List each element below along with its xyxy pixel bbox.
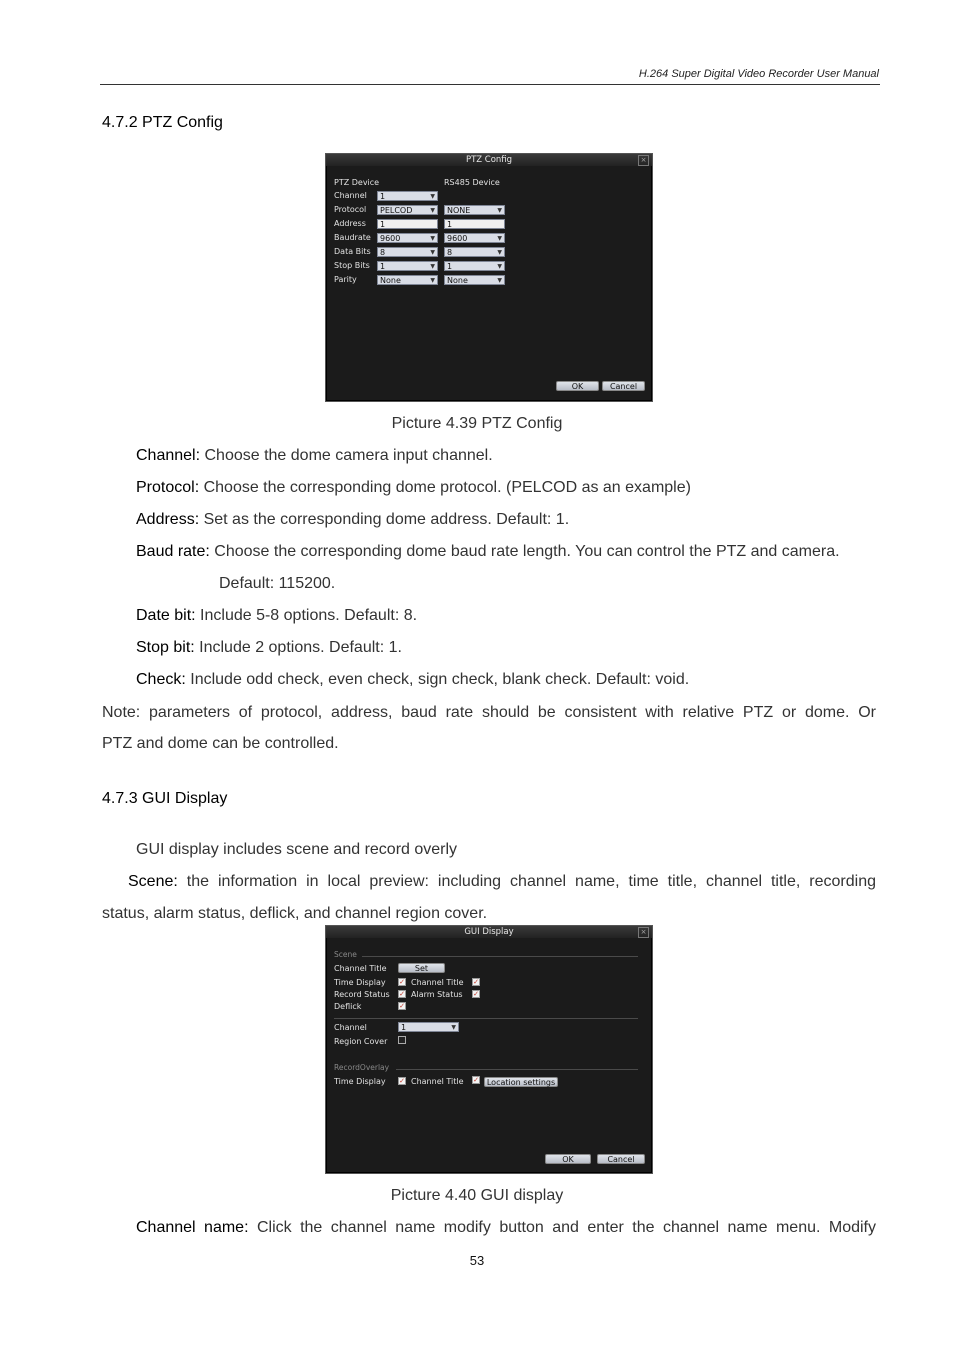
desc-address — [136, 511, 569, 529]
ptz-parity-select[interactable] — [377, 275, 438, 285]
chevron-down-icon: ▼ — [430, 235, 435, 242]
page-number: 53 — [469, 1253, 485, 1268]
chevron-down-icon: ▼ — [430, 263, 435, 270]
desc-protocol — [136, 479, 691, 497]
term-label: Stop bit: — [136, 639, 195, 656]
chevron-down-icon: ▼ — [430, 249, 435, 256]
label-record-status: Record Status — [334, 990, 390, 999]
term-text: Include 5-8 options. Default: 8. — [195, 607, 418, 624]
chevron-down-icon: ▼ — [451, 1024, 456, 1031]
channel-title-checkbox[interactable]: ✓ — [473, 978, 479, 986]
label-alarm-status: Alarm Status — [411, 990, 463, 999]
term-text: Set as the corresponding dome address. Default: 1. — [199, 511, 570, 528]
deflick-checkbox[interactable]: ✓ — [399, 1002, 405, 1010]
chevron-down-icon: ▼ — [430, 193, 435, 200]
select-value: 1 — [380, 192, 386, 201]
chevron-down-icon: ▼ — [497, 207, 502, 214]
record-time-display-checkbox[interactable]: ✓ — [399, 1077, 405, 1085]
label-time-display: Time Display — [334, 978, 386, 987]
term-text: Default: 115200. — [219, 575, 336, 592]
ptz-stop-bits-select[interactable] — [377, 261, 438, 271]
select-value: 1 — [401, 1023, 407, 1032]
caption-picture-4-39: Picture 4.39 PTZ Config — [391, 415, 563, 432]
ptz-data-bits-select[interactable] — [377, 247, 438, 257]
label-data-bits: Data Bits — [334, 247, 371, 256]
gui-intro: GUI display includes scene and record overly — [136, 841, 458, 858]
section-heading-ptz: 4.7.2 PTZ Config — [102, 114, 223, 131]
time-display-checkbox[interactable]: ✓ — [399, 978, 405, 986]
label-deflick: Deflick — [334, 1002, 362, 1011]
ptz-channel-select[interactable] — [377, 191, 438, 201]
term-text: Click the channel name modify button and enter the channel name menu. Modify — [248, 1219, 877, 1236]
set-button[interactable]: Set — [398, 963, 445, 973]
select-value: PELCOD — [380, 206, 413, 215]
label-channel-title: Channel Title — [334, 964, 387, 973]
ptz-device-header: PTZ Device — [334, 178, 380, 187]
record-status-checkbox[interactable]: ✓ — [399, 990, 405, 998]
select-value: 9600 — [380, 234, 401, 243]
chevron-down-icon: ▼ — [430, 207, 435, 214]
term-label: Scene: — [128, 873, 178, 890]
rs485-protocol-select[interactable] — [444, 205, 505, 215]
group-divider — [362, 956, 638, 957]
label-baudrate: Baudrate — [334, 233, 371, 242]
term-text: Choose the dome camera input channel. — [200, 447, 493, 464]
label-channel-title-3: Channel Title — [411, 1077, 464, 1086]
close-icon[interactable]: × — [638, 927, 649, 938]
ok-button[interactable]: OK — [545, 1154, 591, 1164]
chevron-down-icon: ▼ — [430, 277, 435, 284]
term-label: Channel: — [136, 447, 201, 464]
desc-baud-rate-default — [219, 575, 335, 593]
section-heading-gui: 4.7.3 GUI Display — [102, 790, 228, 807]
term-label: Baud rate: — [136, 543, 210, 560]
rs485-data-bits-select[interactable] — [444, 247, 505, 257]
desc-channel — [136, 447, 493, 465]
cancel-button[interactable]: Cancel — [597, 1154, 645, 1164]
chevron-down-icon: ▼ — [497, 235, 502, 242]
header-rule — [100, 84, 880, 85]
term-label: Channel name: — [136, 1219, 249, 1236]
ptz-config-dialog — [325, 153, 653, 402]
select-value: 8 — [380, 248, 386, 257]
select-value: 1 — [380, 262, 386, 271]
note-line-1: Note: parameters of protocol, address, baud rate should be consistent with relative PTZ or dome. Or — [102, 704, 876, 721]
scene-line-2: status, alarm status, deflick, and channel region cover. — [102, 905, 488, 922]
group-divider — [396, 1069, 638, 1070]
term-label: Protocol: — [136, 479, 200, 496]
close-icon[interactable]: × — [638, 155, 649, 166]
label-channel-title-2: Channel Title — [411, 978, 464, 987]
record-overlay-group-label: RecordOverlay — [334, 1063, 390, 1072]
label-stop-bits: Stop Bits — [334, 261, 370, 270]
rs485-device-header: RS485 Device — [444, 178, 500, 187]
term-text: Choose the corresponding dome protocol. (PELCOD as an example) — [199, 479, 691, 496]
select-value: None — [447, 276, 468, 285]
label-protocol: Protocol — [334, 205, 367, 214]
term-label: Date bit: — [136, 607, 196, 624]
dialog-title: PTZ Config — [326, 154, 652, 166]
location-settings-button[interactable]: Location settings — [484, 1077, 558, 1087]
channel-select[interactable] — [398, 1022, 459, 1032]
label-parity: Parity — [334, 275, 357, 284]
ptz-address-input[interactable]: 1 — [377, 219, 438, 229]
desc-stop-bit — [136, 639, 402, 657]
dialog-title: GUI Display — [326, 926, 652, 938]
ptz-protocol-select[interactable] — [377, 205, 438, 215]
manual-title: H.264 Super Digital Video Recorder User Manual — [638, 68, 879, 80]
cancel-button[interactable]: Cancel — [602, 381, 645, 391]
desc-check — [136, 671, 689, 689]
desc-date-bit — [136, 607, 417, 625]
term-label: Address: — [136, 511, 200, 528]
alarm-status-checkbox[interactable]: ✓ — [473, 990, 479, 998]
select-value: NONE — [447, 206, 471, 215]
term-text: Choose the corresponding dome baud rate length. You can control the PTZ and camera. — [209, 543, 840, 560]
select-value: 9600 — [447, 234, 468, 243]
scene-line-1 — [128, 873, 876, 891]
select-value: None — [380, 276, 401, 285]
term-text: the information in local preview: including channel name, time title, channel title, recording — [177, 873, 876, 890]
term-text: Include 2 options. Default: 1. — [194, 639, 402, 656]
label-region-cover: Region Cover — [334, 1037, 388, 1046]
select-value: 1 — [447, 262, 453, 271]
chevron-down-icon: ▼ — [497, 249, 502, 256]
term-label: Check: — [136, 671, 186, 688]
record-channel-title-checkbox[interactable]: ✓ — [473, 1076, 479, 1084]
chevron-down-icon: ▼ — [497, 263, 502, 270]
label-address: Address — [334, 219, 366, 228]
chevron-down-icon: ▼ — [497, 277, 502, 284]
desc-baud-rate — [136, 543, 840, 561]
rs485-baudrate-select[interactable] — [444, 233, 505, 243]
select-value: 8 — [447, 248, 453, 257]
label-channel: Channel — [334, 191, 367, 200]
region-cover-checkbox[interactable] — [398, 1036, 406, 1044]
scene-group-label: Scene — [334, 950, 357, 959]
note-line-2: PTZ and dome can be controlled. — [102, 735, 339, 752]
ptz-baudrate-select[interactable] — [377, 233, 438, 243]
caption-picture-4-40: Picture 4.40 GUI display — [390, 1187, 564, 1204]
rs485-parity-select[interactable] — [444, 275, 505, 285]
gui-display-dialog — [325, 925, 653, 1174]
rs485-stop-bits-select[interactable] — [444, 261, 505, 271]
rs485-address-input[interactable]: 1 — [444, 219, 505, 229]
term-text: Include odd check, even check, sign check, blank check. Default: void. — [185, 671, 690, 688]
label-time-display-2: Time Display — [334, 1077, 386, 1086]
ok-button[interactable]: OK — [556, 381, 599, 391]
label-channel: Channel — [334, 1023, 367, 1032]
divider — [334, 1018, 638, 1019]
desc-channel-name — [136, 1219, 876, 1237]
